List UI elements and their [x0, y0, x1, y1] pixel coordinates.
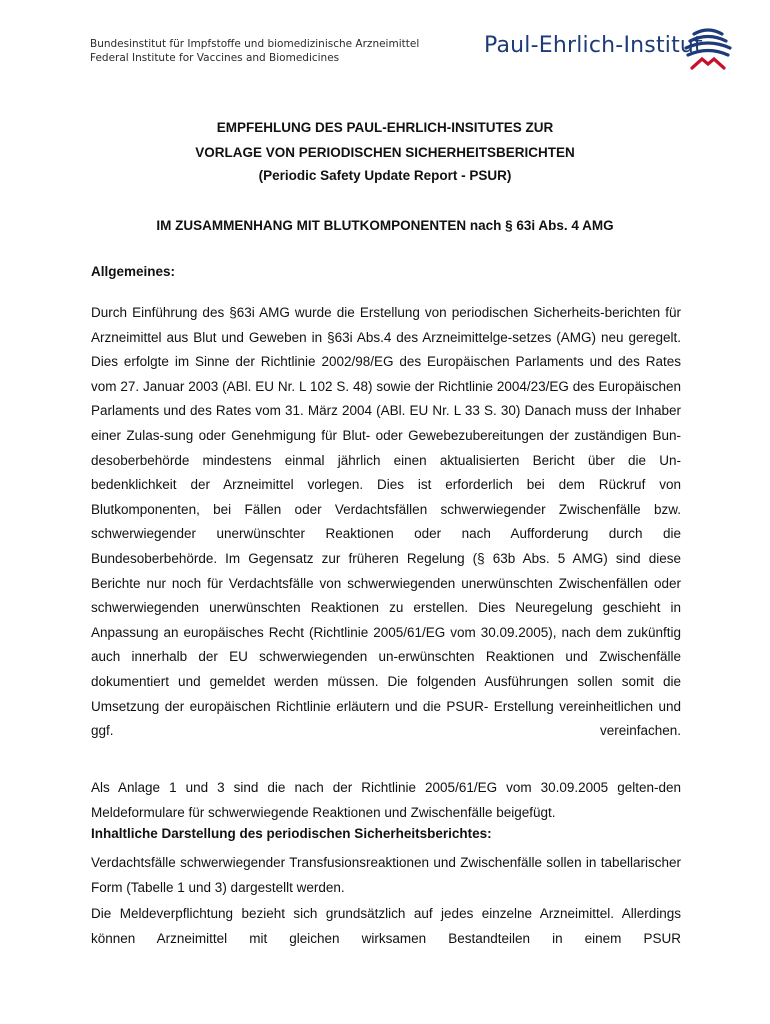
logo-wordmark: Paul-Ehrlich-Institut — [484, 33, 703, 58]
body-paragraph-general: Durch Einführung des §63i AMG wurde die Erstellung von periodischen Sicherheits-berichten für Arzneimittel aus Blut und Geweben in §63i Abs.4 des Arzneimittelge-setzes (AMG) neu geregelt. Dies erfolgte im Sinne der Richtlinie 2002/98/EG des Europäischen Parlaments und des Rates vom 27. Januar 2003 (ABl. EU Nr. L 102 S. 48) sowie der Richtlinie 2004/23/EG des Europäischen Parlaments und des Rates vom 31. März 2004 (ABl. EU Nr. L 33 S. 30) Danach muss der Inhaber einer Zulas-sung oder Genehmigung für Blut- oder Gewebezubereitungen der zuständigen Bun-desoberbehörde mindestens einmal jährlich einen aktualisierten Bericht über die Un-bedenklichkeit der Arzneimittel vorlegen. Dies ist erforderlich bei dem Rückruf von Blutkomponenten, bei Fällen oder Verdachtsfällen schwerwiegender Zwischenfälle bzw. schwerwiegender unerwünschter Reaktionen oder nach Aufforderung durch die Bundesoberbehörde. Im Gegensatz zur früheren Regelung (§ 63b Abs. 5 AMG) sind diese Berichte nur noch für Verdachtsfälle von schwerwiegenden unerwünschten Zwischenfällen oder schwerwiegenden unerwünschten Reaktionen zu erstellen. Dies Neuregelung geschieht in Anpassung an europäisches Recht (Richtlinie 2005/61/EG vom 30.09.2005), nach dem zukünftig auch innerhalb der EU schwerwiegenden un-erwünschten Reaktionen und Zwischenfälle dokumentiert und gemeldet werden müssen. Die folgenden Ausführungen sollen somit die Umsetzung der europäischen Richtlinie erläutern und die PSUR- Erstellung vereinheitlichen und ggf. vereinfachen. — [91, 305, 681, 739]
pei-logo-icon — [680, 26, 736, 70]
body-paragraph-reporting-obligation: Die Meldeverpflichtung bezieht sich grundsätzlich auf jedes einzelne Arzneimittel. Allerdings können Arzneimittel mit gleichen wirksamen Bestandteilen in einem PSUR — [91, 906, 681, 946]
document-title-line-3: (Periodic Safety Update Report - PSUR) — [258, 168, 512, 183]
body-paragraph-tabular: Verdachtsfälle schwerwiegender Transfusionsreaktionen und Zwischenfälle sollen in tabellarischer Form (Tabelle 1 und 3) dargestellt werden. — [91, 855, 681, 895]
section-heading-content: Inhaltliche Darstellung des periodischen Sicherheitsberichtes: — [91, 826, 492, 841]
letterhead — [0, 0, 770, 80]
document-subtitle: IM ZUSAMMENHANG MIT BLUTKOMPONENTEN nach § 63i Abs. 4 AMG — [156, 218, 614, 233]
document-title-line-1: EMPFEHLUNG DES PAUL-EHRLICH-INSITUTES ZUR — [216, 120, 554, 135]
institute-name-english: Federal Institute for Vaccines and Biomedicines — [90, 52, 340, 64]
document-title-line-2: VORLAGE VON PERIODISCHEN SICHERHEITSBERICHTEN — [195, 145, 575, 160]
body-paragraph-annex: Als Anlage 1 und 3 sind die nach der Richtlinie 2005/61/EG vom 30.09.2005 gelten-den Meldeformulare für schwerwiegende Reaktionen und Zwischenfälle beigefügt. — [91, 780, 681, 820]
institute-name-german: Bundesinstitut für Impfstoffe und biomedizinische Arzneimittel — [90, 38, 420, 50]
section-heading-general: Allgemeines: — [91, 264, 176, 279]
